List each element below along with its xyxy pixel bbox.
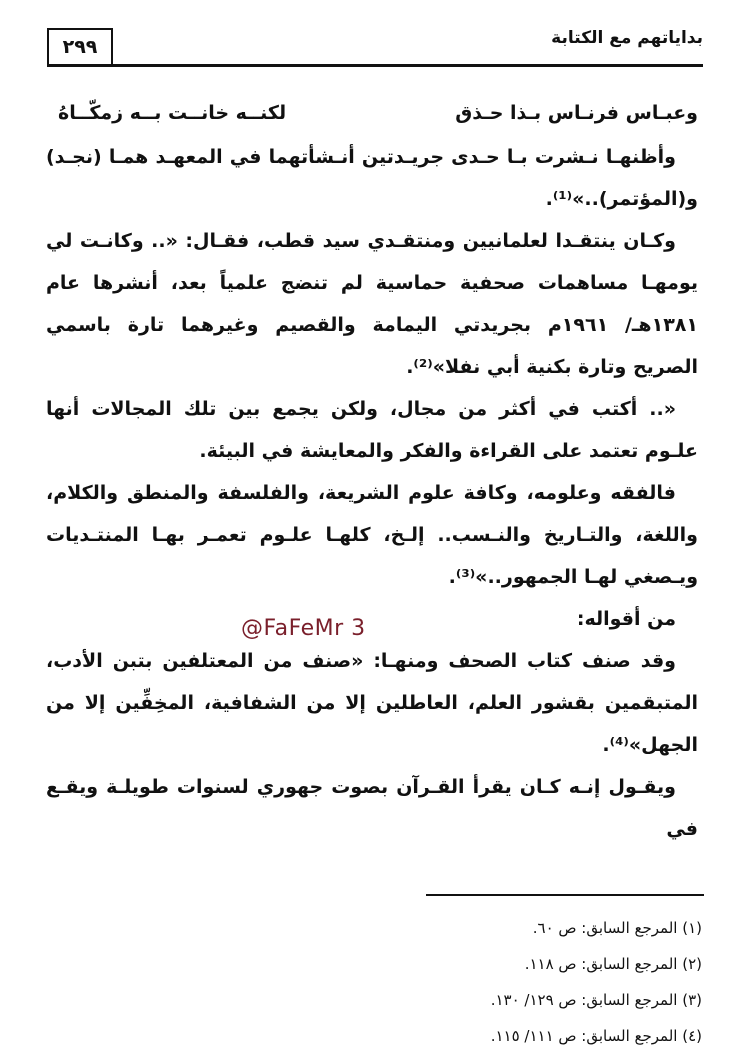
paragraph-6: وقد صنف كتاب الصحف ومنهـا: «صنف من المعتلفين بتبن الأدب، المتبقمين بقشور العلم، العاطلين إلا من الشفافية، المخِفِّين إلا من الجهل»⁽⁴⁾.: [46, 650, 698, 756]
paragraph-1: وأظنهـا نـشرت بـا حـدى جريـدتين أنـشأتهما في المعهـد همـا (نجـد) و(المؤتمر)..»⁽¹⁾.: [46, 146, 698, 210]
verse-second-hemistich: لكنــه خانــت بــه زمكّــاهُ: [58, 102, 287, 124]
body-text: [46, 92, 698, 850]
footnote-rule: [426, 894, 704, 896]
footnotes: [300, 910, 702, 1054]
footnote-3: (٣) المرجع السابق: ص ١٢٩/ ١٣٠.: [490, 991, 702, 1009]
page-number: ٢٩٩: [47, 28, 113, 64]
paragraph-3: «.. أكتب في أكثر من مجال، ولكن يجمع بين تلك المجالات أنها علـوم تعتمد على القراءة والفكر والمعايشة في البيئة.: [46, 398, 698, 462]
paragraph-4: فالفقه وعلومه، وكافة علوم الشريعة، والفلسفة والمنطق والكلام، واللغة، والتـاريخ والنـسب.. إلـخ، كلهـا علـوم تعمـر بهـا المنتـديات ويـصغي لهـا الجمهور..»⁽³⁾.: [46, 482, 698, 588]
paragraph-2: وكـان ينتقـدا لعلمانيين ومنتقـدي سيد قطب، فقـال: «.. وكانـت لي يومهـا مساهمات صحفية حماسية لم تنضج علمياً بعد، أنشرها عام ١٣٨١هـ/ ١٩٦١م بجريدتي اليمامة والقصيم وغيرهما تارة باسمي الصريح وتارة بكنية أبي نفلا»⁽²⁾.: [46, 230, 698, 378]
verse-first-hemistich: وعبـاس فرنـاس بـذا حـذق: [455, 102, 698, 124]
paragraph-5: من أقواله:: [576, 608, 676, 630]
header-rule: [47, 64, 703, 67]
poem-verse: [46, 92, 698, 136]
footnote-4: (٤) المرجع السابق: ص ١١١/ ١١٥.: [490, 1027, 702, 1045]
watermark: @FaFeMr 3: [241, 616, 366, 641]
running-title: بداياتهم مع الكتابة: [551, 28, 703, 48]
footnote-1: (١) المرجع السابق: ص ٦٠.: [532, 919, 702, 937]
footnote-2: (٢) المرجع السابق: ص ١١٨.: [524, 955, 702, 973]
paragraph-7: ويقـول إنـه كـان يقرأ القـرآن بصوت جهوري لسنوات طويلـة ويقـع في: [46, 776, 698, 840]
page-header: [47, 20, 703, 72]
